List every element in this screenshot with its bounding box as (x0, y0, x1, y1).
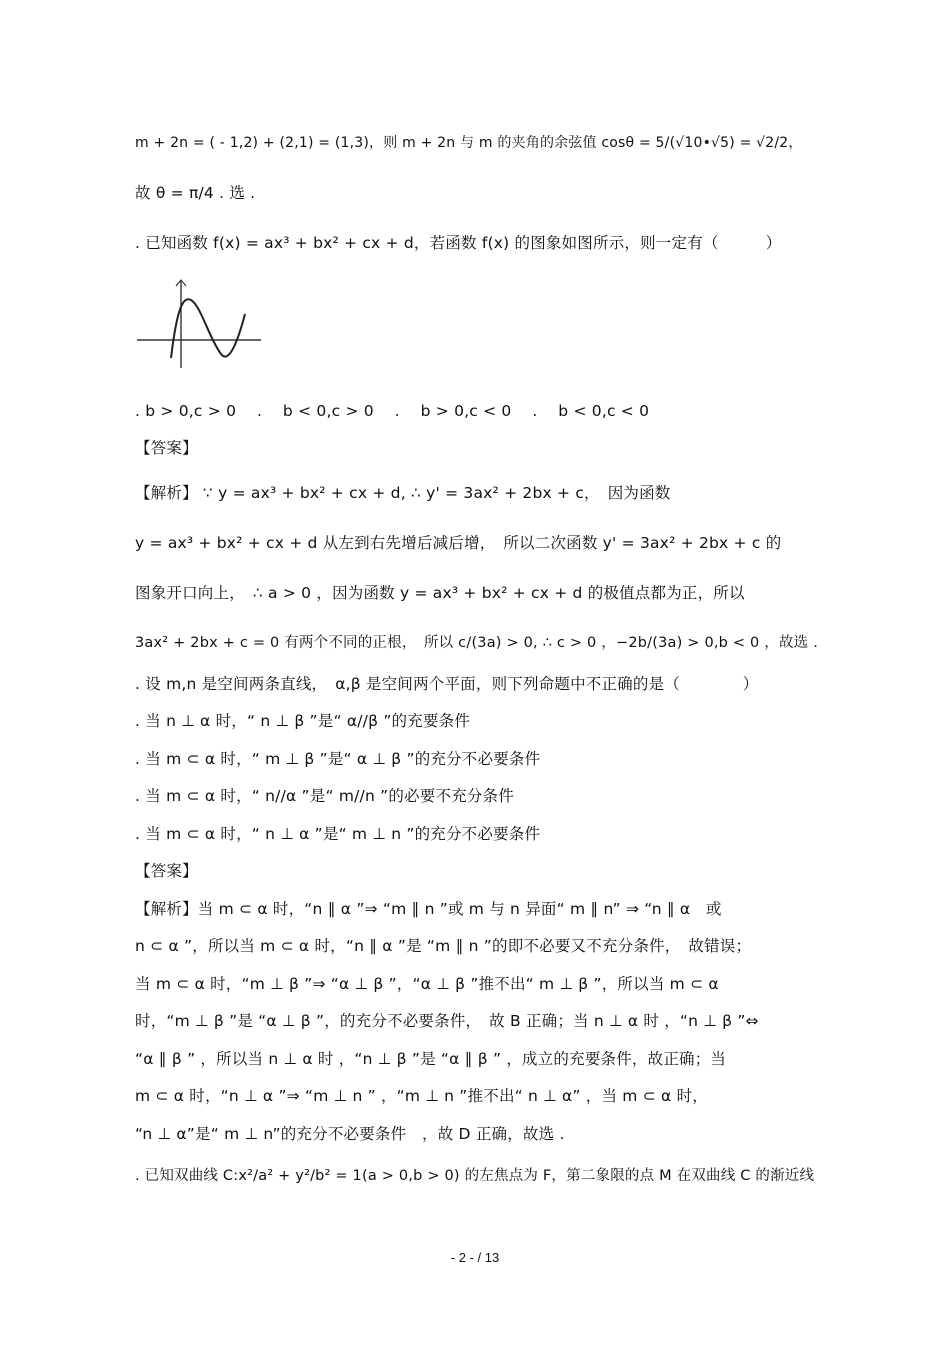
text-line: 【答案】 (135, 439, 198, 457)
text-line: 时，“m ⊥ β ”是 “α ⊥ β ”，的充分不必要条件， 故 B 正确；当 n ⊥ α 时 ，“n ⊥ β ”⇔ (135, 1012, 759, 1030)
text-line: 当 m ⊂ α 时，“m ⊥ β ”⇒ “α ⊥ β ”，“α ⊥ β ”推不出“ m ⊥ β ”，所以当 m ⊂ α (135, 975, 719, 993)
text-line: . 当 n ⊥ α 时，“ n ⊥ β ”是“ α//β ”的充要条件 (135, 712, 471, 730)
text-line: m + 2n = ( - 1,2) + (2,1) = (1,3)，则 m + 2n 与 m 的夹角的余弦值 cosθ = 5/(√10•√5) = √2/2， (135, 135, 803, 151)
text-line: 【解析】 ∵ y = ax³ + bx² + cx + d, ∴ y' = 3ax² + 2bx + c， 因为函数 (135, 484, 671, 502)
text-line: . 当 m ⊂ α 时，“ m ⊥ β ”是“ α ⊥ β ”的充分不必要条件 (135, 750, 541, 768)
text-line: 故 θ = π/4 . 选 . (135, 184, 256, 202)
text-line: “α ∥ β ” ，所以当 n ⊥ α 时 ，“n ⊥ β ”是 “α ∥ β ” ，成立的充要条件，故正确；当 (135, 1050, 727, 1068)
text-line: 3ax² + 2bx + c = 0 有两个不同的正根， 所以 c/(3a) > 0, ∴ c > 0 ，−2b/(3a) > 0,b < 0 ，故选 . (135, 635, 819, 651)
text-line: 图象开口向上， ∴ a > 0 ，因为函数 y = ax³ + bx² + cx + d 的极值点都为正，所以 (135, 584, 745, 602)
text-line: . 当 m ⊂ α 时，“ n ⊥ α ”是“ m ⊥ n ”的充分不必要条件 (135, 825, 541, 843)
function-graph (135, 278, 265, 370)
text-line: 【解析】当 m ⊂ α 时，“n ∥ α ”⇒ “m ∥ n ”或 m 与 n 异面“ m ∥ n” ⇒ “n ∥ α 或 (135, 900, 722, 918)
text-line: . 设 m,n 是空间两条直线， α,β 是空间两个平面，则下列命题中不正确的是（ ） (135, 675, 759, 693)
text-line: . b > 0,c > 0 . b < 0,c > 0 . b > 0,c < 0 . b < 0,c < 0 (135, 402, 650, 420)
text-line: n ⊂ α ”，所以当 m ⊂ α 时，“n ∥ α ”是 “m ∥ n ”的即不必要又不充分条件， 故错误； (135, 937, 752, 955)
text-line: y = ax³ + bx² + cx + d 从左到右先增后减后增， 所以二次函数 y' = 3ax² + 2bx + c 的 (135, 534, 782, 552)
text-line: 【答案】 (135, 862, 198, 880)
text-line: “n ⊥ α”是“ m ⊥ n”的充分不必要条件 ，故 D 正确，故选 . (135, 1125, 565, 1143)
text-line: . 当 m ⊂ α 时，“ n//α ”是“ m//n ”的必要不充分条件 (135, 787, 514, 805)
page-number: - 2 - / 13 (450, 1250, 500, 1265)
text-line: . 已知双曲线 C:x²/a² + y²/b² = 1(a > 0,b > 0) 的左焦点为 F，第二象限的点 M 在双曲线 C 的渐近线 (135, 1168, 815, 1184)
text-line: . 已知函数 f(x) = ax³ + bx² + cx + d，若函数 f(x) 的图象如图所示，则一定有（ ） (135, 234, 782, 252)
text-line: m ⊂ α 时，“n ⊥ α ”⇒ “m ⊥ n ” ，“m ⊥ n ”推不出“ n ⊥ α” ，当 m ⊂ α 时， (135, 1087, 708, 1105)
